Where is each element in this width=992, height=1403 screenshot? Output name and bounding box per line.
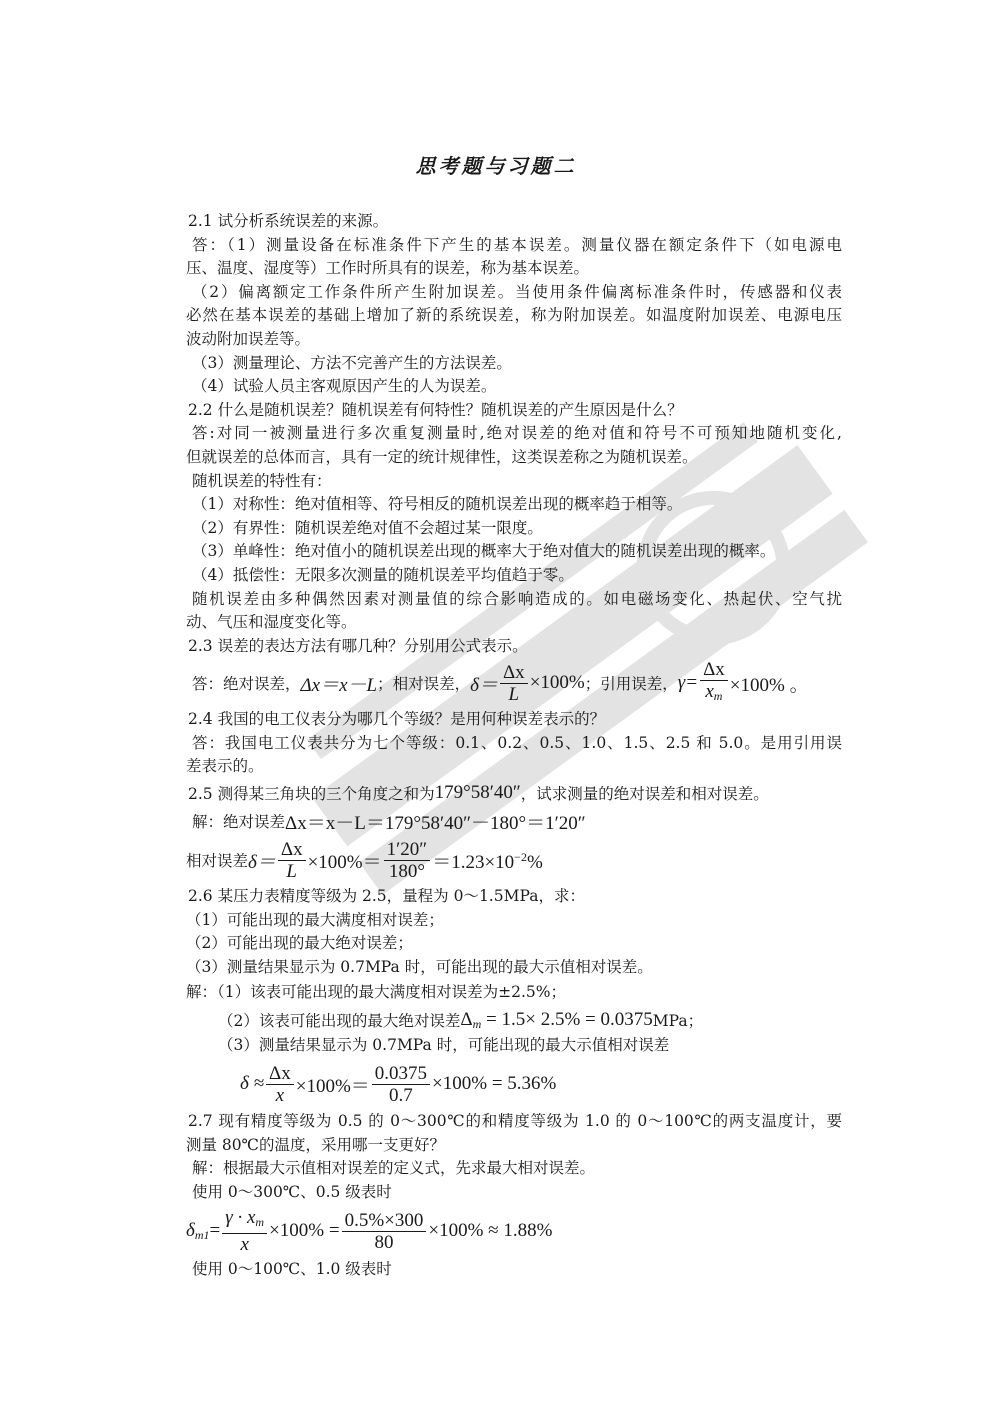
fraction-denominator: x xyxy=(275,1084,285,1106)
formula-lhs xyxy=(186,1220,210,1243)
page-title: 思考题与习题二 xyxy=(415,154,577,178)
question-2-7: 2.7 现有精度等级为 0.5 的 0～300℃的和精度等级为 1.0 的 0～100℃的两支温度计，要 xyxy=(188,1112,842,1131)
formula-subscript: m1 xyxy=(194,1227,210,1242)
fraction-denominator: L xyxy=(286,860,297,882)
fraction-denominator: 0.7 xyxy=(389,1084,413,1106)
fraction xyxy=(222,1207,267,1255)
answer-line: （3）单峰性：绝对值小的随机误差出现的概率大于绝对值大的随机误差出现的概率。 xyxy=(192,542,776,561)
fraction xyxy=(372,1063,430,1106)
answer-line: 动、气压和湿度变化等。 xyxy=(186,613,357,632)
formula-tail: ×100% ≈ 1.88% xyxy=(428,1220,553,1242)
answer-line: 必然在基本误差的基础上增加了新的系统误差，称为附加误差。如温度附加误差、电源电压 xyxy=(186,306,842,325)
fraction-denominator: 180° xyxy=(388,860,425,882)
result xyxy=(432,847,543,874)
question-text: 2.5 测得某三角块的三个角度之和为 xyxy=(188,785,435,804)
answer-line: 压、温度、湿度等）工作时所具有的误差，称为基本误差。 xyxy=(186,259,590,278)
fraction-numerator: Δx xyxy=(700,659,728,681)
formula-rest: = 1.5× 2.5% = 0.0375 xyxy=(481,1008,653,1030)
solution-label: 解：绝对误差 xyxy=(192,813,286,832)
answer-line: 波动附加误差等。 xyxy=(186,329,311,348)
result-unit: % xyxy=(526,851,543,873)
formula-prefix: 答：绝对误差， xyxy=(192,675,301,694)
question-2-2: 2.2 什么是随机误差？随机误差有何特性？随机误差的产生原因是什么？ xyxy=(188,400,683,419)
formula-2-3 xyxy=(186,658,842,708)
fraction-numerator: Δx xyxy=(278,839,306,861)
formula-2-6 xyxy=(186,1058,842,1110)
solution-line: （3）测量结果显示为 0.7MPa 时，可能出现的最大示值相对误差 xyxy=(218,1036,670,1055)
formula-base: Δ xyxy=(460,1008,473,1030)
formula-tail: ×100% = 5.36% xyxy=(432,1073,557,1095)
absolute-error-formula: Δx＝x－L xyxy=(300,674,378,696)
solution-line: 解：根据最大示值相对误差的定义式，先求最大相对误差。 xyxy=(192,1159,596,1178)
answer-line: （3）测量理论、方法不完善产生的方法误差。 xyxy=(192,353,512,372)
question-2-7: 测量 80℃的温度，采用哪一支更好？ xyxy=(186,1135,445,1154)
question-item: （2）可能出现的最大绝对误差； xyxy=(186,934,413,953)
question-item: （1）可能出现的最大满度相对误差； xyxy=(186,910,444,929)
fraction-denominator: L xyxy=(508,683,520,705)
question-item: （3）测量结果显示为 0.7MPa 时，可能出现的最大示值相对误差。 xyxy=(186,957,653,976)
formula-tail: ×100% 。 xyxy=(729,674,809,696)
fraction-denominator: x xyxy=(240,1234,249,1256)
fraction-numerator: 1′20″ xyxy=(384,839,431,861)
solution-line: 解：（1）该表可能出现的最大满度相对误差为±2.5%； xyxy=(186,983,566,1002)
answer-line: 答:对同一被测量进行多次重复测量时,绝对误差的绝对值和符号不可预知地随机变化, xyxy=(192,424,842,443)
solution-line: 使用 0～300℃、0.5 级表时 xyxy=(192,1182,392,1201)
solution-line: 使用 0～100℃、1.0 级表时 xyxy=(192,1260,392,1279)
question-2-1: 2.1 试分析系统误差的来源。 xyxy=(188,212,389,230)
question-2-3: 2.3 误差的表达方法有哪几种？分别用公式表示。 xyxy=(188,636,528,655)
answer-line: 随机误差由多种偶然因素对测量值的综合影响造成的。如电磁场变化、热起伏、空气扰 xyxy=(192,589,842,608)
fraction xyxy=(500,662,528,705)
solution-text: （2）该表可能出现的最大绝对误差 xyxy=(218,1012,461,1031)
fraction-numerator: Δx xyxy=(500,662,528,684)
answer-line: （2）有界性：随机误差绝对值不会超过某一限度。 xyxy=(192,518,543,537)
relative-error-lhs: δ＝ xyxy=(470,674,498,696)
answer-line: 答：我国电工仪表共分为七个等级：0.1、0.2、0.5、1.0、1.5、2.5 和 5.0。是用引用误 xyxy=(192,733,842,752)
solution-relative-error xyxy=(186,835,842,885)
formula-label: ；相对误差， xyxy=(377,675,471,694)
angle-value: 179°58′40″ xyxy=(434,782,521,804)
formula-unit: MPa； xyxy=(652,1012,704,1031)
solution-label: 相对误差 xyxy=(186,852,249,871)
denominator-base: x xyxy=(705,681,714,703)
formula-label: ；引用误差， xyxy=(584,675,678,694)
fraction xyxy=(342,1210,427,1253)
answer-line: （4）试验人员主客观原因产生的人为误差。 xyxy=(192,377,497,396)
numerator-text: γ · x xyxy=(225,1207,256,1229)
fraction-numerator: 0.5%×300 xyxy=(342,1210,427,1232)
fraction-numerator: 0.0375 xyxy=(372,1063,430,1085)
result-exponent: −2 xyxy=(514,849,527,864)
answer-line: 差表示的。 xyxy=(186,757,264,776)
formula-tail: ×100% xyxy=(529,672,585,694)
formula-tail: ×100% = xyxy=(269,1220,340,1242)
formula-lhs: δ ≈ xyxy=(240,1073,265,1095)
solution-line xyxy=(186,1006,842,1034)
answer-line: 答：（1）测量设备在标准条件下产生的基本误差。测量仪器在额定条件下（如电源电 xyxy=(192,235,842,254)
document-body xyxy=(186,210,842,1282)
formula-tail: ×100%＝ xyxy=(307,851,382,873)
formula-2-7 xyxy=(186,1204,842,1258)
fraction-denominator xyxy=(700,681,728,707)
question-2-6: 2.6 某压力表精度等级为 2.5，量程为 0～1.5MPa，求： xyxy=(188,887,585,906)
fraction-numerator xyxy=(222,1207,267,1234)
denominator-subscript: m xyxy=(713,689,723,704)
absolute-error-formula: Δx＝x－L＝179°58′40″－180°＝1′20″ xyxy=(285,812,586,834)
answer-line: （4）抵偿性：无限多次测量的随机误差平均值趋于零。 xyxy=(192,565,574,584)
answer-line: （1）对称性：绝对值相等、符号相反的随机误差出现的概率趋于相等。 xyxy=(192,495,683,514)
fraction xyxy=(384,839,431,882)
answer-line: （2）偏离额定工作条件所产生附加误差。当使用条件偏离标准条件时，传感器和仪表 xyxy=(192,282,842,301)
question-2-5 xyxy=(186,779,842,807)
fraction xyxy=(278,839,306,882)
reference-error-lhs: γ= xyxy=(677,672,699,694)
formula-subscript: m xyxy=(472,1016,482,1031)
equals-sign: = xyxy=(209,1220,221,1242)
formula-tail: ×100%＝ xyxy=(295,1075,370,1097)
max-absolute-error-formula xyxy=(460,1009,652,1032)
numerator-subscript: m xyxy=(255,1215,265,1230)
question-text: ，试求测量的绝对误差和相对误差。 xyxy=(520,785,769,804)
question-2-4: 2.4 我国的电工仪表分为哪几个等级？是用何种误差表示的？ xyxy=(188,710,606,729)
formula-base: δ xyxy=(186,1219,195,1241)
fraction xyxy=(700,659,728,707)
fraction xyxy=(266,1063,294,1106)
solution-absolute-error xyxy=(186,807,842,835)
result-value: ＝1.23×10 xyxy=(432,851,515,873)
answer-line: 随机误差的特性有： xyxy=(192,471,332,490)
fraction-denominator: 80 xyxy=(374,1231,394,1253)
answer-line: 但就误差的总体而言，具有一定的统计规律性，这类误差称之为随机误差。 xyxy=(186,447,698,466)
fraction-numerator: Δx xyxy=(266,1063,294,1085)
relative-error-lhs: δ＝ xyxy=(248,851,276,873)
